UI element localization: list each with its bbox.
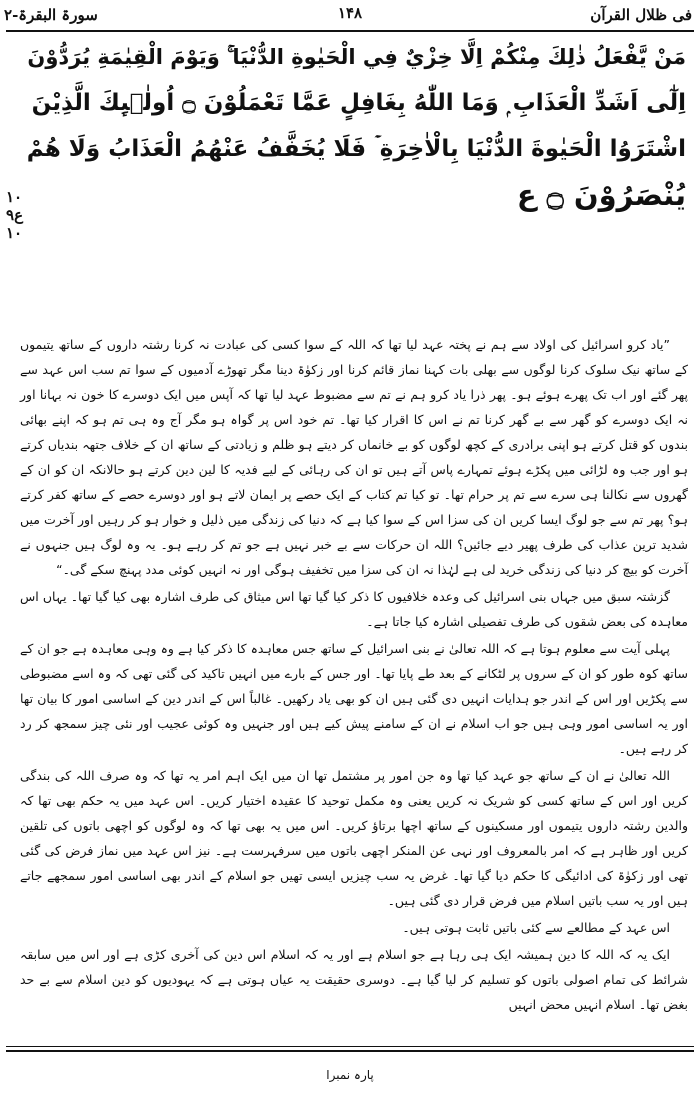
quran-verses	[20, 34, 686, 374]
ayah-line: اشْتَرَوُا الْحَيٰوةَ الدُّنْيَا بِالْاٰخِرَةِ ۡ فَلَا يُخَفَّفُ عَنْهُمُ الْعَذَابُ وَلَا هُمْ	[26, 136, 686, 162]
page-header	[0, 0, 700, 30]
surah-name: سورۃ البقرۃ-۲	[4, 6, 98, 24]
footer-rule	[6, 1046, 694, 1047]
commentary-text	[20, 332, 688, 1017]
paragraph: اللہ تعالیٰ نے ان کے ساتھ جو عہد کیا تھا وہ جن امور پر مشتمل تھا ان میں ایک اہم امر یہ تھا کہ وہ صرف اللہ کی بندگی کریں اور اس کے ساتھ کسی کو شریک نہ کریں یعنی وہ مکمل توحید کا عقیدہ اختیار کریں۔ اس عہد میں یہ حکم بھی تھا کہ والدین رشتہ داروں یتیموں اور مسکینوں کے ساتھ اچھا برتاؤ کریں۔ اس میں یہ بھی تھا کہ وہ لوگوں کو اچھی باتوں کی تلقین کریں اور ظاہر ہے کہ امر بالمعروف اور نہی عن المنکر اچھی باتوں میں سرفہرست ہے۔ نیز اس عہد میں نماز فرض کی گئی تھی اور زکوٰۃ کی ادائیگی کا حکم دیا گیا تھا۔ غرض یہ سب چیزیں ایسی تھیں جو اسلام کے اندر بھی اساسی امور سمجھے جاتے ہیں اور یہ سب باتیں اسلام میں فرض قرار دی گئی ہیں۔	[20, 768, 688, 908]
part-number: پارہ نمبرا	[326, 1068, 374, 1082]
margin-mark: ع۹	[6, 206, 24, 224]
paragraph: اس عہد کے مطالعے سے کئی باتیں ثابت ہوتی ہیں۔	[402, 920, 670, 935]
margin-mark: ۱۰	[6, 188, 23, 206]
ayah-line: مَنْ يَّفْعَلُ ذٰلِكَ مِنْكُمْ اِلَّا خِزْيٌ فِي الْحَيٰوةِ الدُّنْيَا ۚ وَيَوْمَ الْقِيٰمَةِ يُرَدُّوْنَ	[27, 45, 686, 69]
footer-rule-thick	[6, 1050, 694, 1052]
page-number: ۱۴۸	[337, 4, 363, 22]
ayah-line: يُنْصَرُوْنَ ۝ ع	[516, 178, 686, 212]
paragraph: ایک یہ کہ اللہ کا دین ہمیشہ ایک ہی رہا ہے جو اسلام ہے اور یہ کہ اسلام اس دین کی آخری کڑی ہے اور اس میں سابقہ شرائط کی تمام اصولی باتوں کو تسلیم کر لیا گیا ہے۔ دوسری حقیقت یہ عیاں ہوتی ہے کہ یہودیوں کو دین اسلام سے بے حد بغض تھا۔ اسلام انہیں محض انہیں	[20, 947, 688, 1012]
book-title: فی ظلال القرآن	[590, 6, 692, 24]
header-rule	[6, 30, 694, 32]
paragraph: گزشتہ سبق میں جہاں بنی اسرائیل کی وعدہ خلافیوں کا ذکر کیا گیا تھا اس میثاق کی طرف اشارہ بھی کیا گیا تھا۔ یہاں اس معاہدہ کی بعض شقوں کی طرف تفصیلی اشارہ کیا جاتا ہے۔	[20, 589, 688, 629]
paragraph: پہلی آیت سے معلوم ہوتا ہے کہ اللہ تعالیٰ نے بنی اسرائیل کے ساتھ جس معاہدہ کا ذکر کیا ہے وہ وہی معاہدہ ہے جو ان کے ساتھ کوہ طور کو ان کے سروں پر لٹکانے کے بعد طے پایا تھا۔ اور جس کے بارے میں انہیں تاکید کی گئی تھی کہ وہ اسے مضبوطی سے پکڑیں اور اس کے اندر جو ہدایات انہیں دی گئی ہیں ان کو بھی یاد رکھیں۔ غالباً اس کے اندر دین کے اساسی امور کا بیان تھا اور یہ اساسی امور وہی ہیں جو اب اسلام نے ان کے سامنے پیش کیے ہیں اور جنہیں وہ کوئی عجیب اور نئی چیز سمجھ کر رد کر رہے ہیں۔	[20, 641, 688, 756]
margin-mark: ۱۰	[6, 224, 23, 242]
ayah-line: اِلٰٓى اَشَدِّ الْعَذَابِ ۭ وَمَا اللّٰهُ بِغَافِلٍ عَمَّا تَعْمَلُوْنَ ۝ اُولٰۗىِٕكَ الَّذِيْنَ	[31, 90, 686, 116]
translation-paragraph: ”یاد کرو اسرائیل کی اولاد سے ہم نے پختہ عہد لیا تھا کہ اللہ کے سوا کسی کی عبادت نہ کرنا رشتہ داروں کے ساتھ یتیموں کے ساتھ نیک سلوک کرنا لوگوں سے بھلی بات کہنا نماز قائم کرنا اور زکوٰۃ دینا مگر تھوڑے آدمیوں کے سوا تم سب اس عہد سے پھر گئے اور اب تک پھرے ہوئے ہو۔ پھر ذرا یاد کرو ہم نے تم سے مضبوط عہد لیا تھا کہ آپس میں ایک دوسرے کا خون نہ بہانا اور نہ ایک دوسرے کو گھر سے بے گھر کرنا تم نے اس کا اقرار کیا تھا۔ تم خود اس پر گواہ ہو مگر آج وہ ہی تم ہو کہ اپنے بھائی بندوں کو قتل کرتے ہو اپنی برادری کے کچھ لوگوں کو بے خانماں کر دیتے ہو ظلم و زیادتی کے ساتھ ان کے خلاف جتھہ بندیاں کرتے ہو اور جب وہ لڑائی میں پکڑے ہوئے تمہارے پاس آتے ہیں تو ان کی رہائی کے لیے فدیہ کا لین دین کرتے ہو حالانکہ ان کو ان کے گھروں سے نکالنا ہی سرے سے تم پر حرام تھا۔ تو کیا تم کتاب کے ایک حصے پر ایمان لاتے ہو اور دوسرے حصے کے ساتھ کفر کرتے ہو؟ پھر تم سے جو لوگ ایسا کریں ان کی سزا اس کے سوا کیا ہے کہ دنیا کی زندگی میں ذلیل و خوار ہو کر رہیں اور آخرت میں شدید ترین عذاب کی طرف پھیر دیے جائیں؟ اللہ ان حرکات سے بے خبر نہیں ہے جو تم کر رہے ہو۔ یہ وہ لوگ ہیں جنہوں نے آخرت کو بیچ کر دنیا کی زندگی خرید لی ہے لہٰذا نہ ان کی سزا میں تخفیف ہوگی اور نہ انہیں کوئی مدد پہنچ سکے گی۔“	[20, 337, 688, 577]
